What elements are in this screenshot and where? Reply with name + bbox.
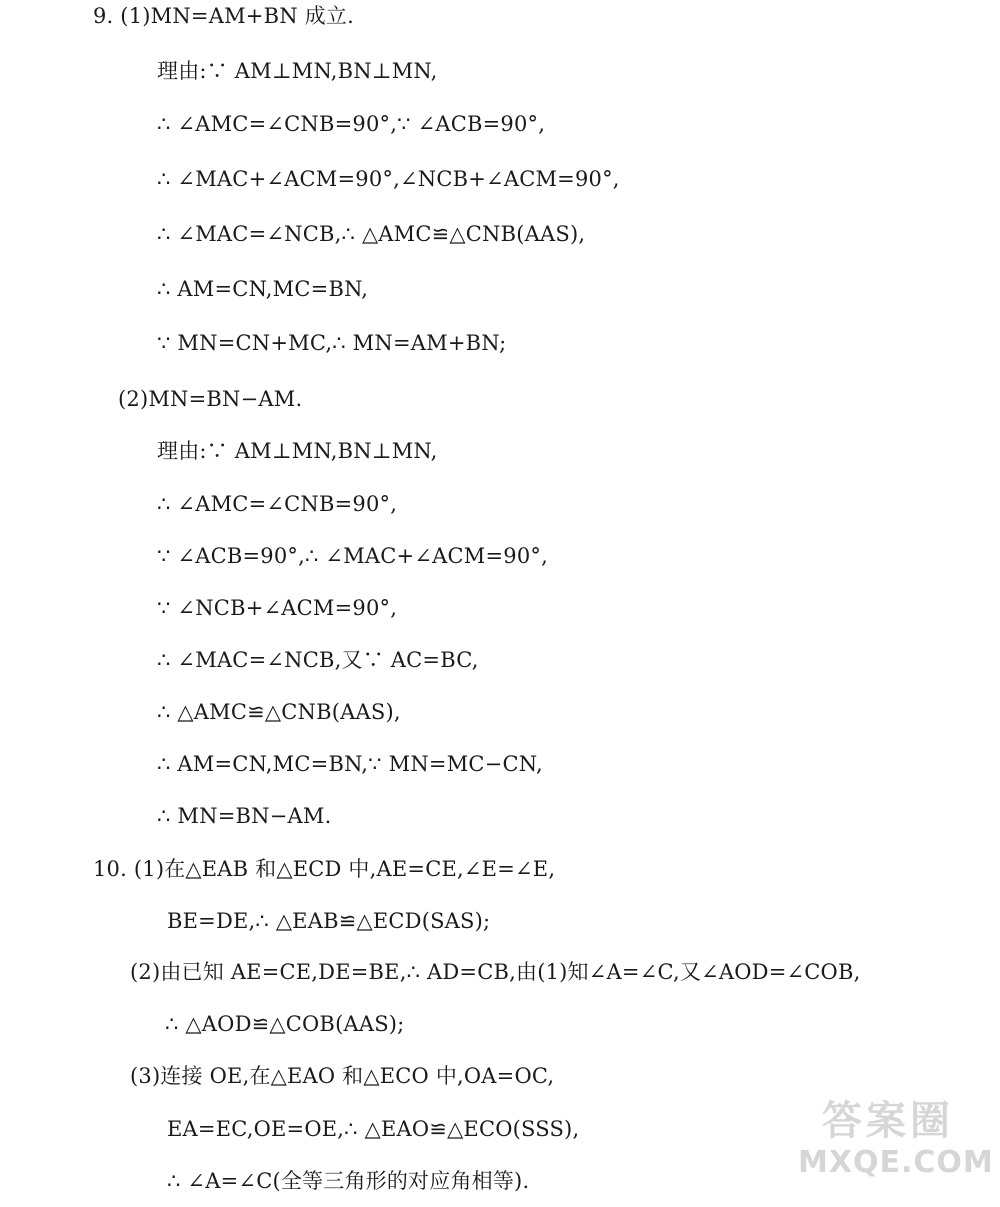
- problem9-part2-line-6: ∴ △AMC≌△CNB(AAS),: [157, 700, 401, 724]
- watermark-domain: MXQE.COM: [798, 1145, 994, 1180]
- problem9-part2-line-5: ∴ ∠MAC=∠NCB,又∵ AC=BC,: [157, 648, 479, 672]
- problem9-part1-line-2: ∴ ∠AMC=∠CNB=90°,∵ ∠ACB=90°,: [157, 112, 546, 136]
- problem9-part1-line-5: ∴ AM=CN,MC=BN,: [157, 277, 369, 301]
- problem9-part1-line-4: ∴ ∠MAC=∠NCB,∴ △AMC≌△CNB(AAS),: [157, 222, 586, 246]
- watermark-logo-text: 答案圈: [822, 1098, 954, 1144]
- problem9-part1-line-3: ∴ ∠MAC+∠ACM=90°,∠NCB+∠ACM=90°,: [157, 167, 620, 191]
- problem10-part2-heading: (2)由已知 AE=CE,DE=BE,∴ AD=CB,由(1)知∠A=∠C,又∠AOD=∠COB,: [130, 960, 861, 984]
- problem10-part1-heading: 10. (1)在△EAB 和△ECD 中,AE=CE,∠E=∠E,: [93, 857, 556, 881]
- site-watermark: [798, 1097, 994, 1193]
- problem9-part1-line-1: 理由:∵ AM⊥MN,BN⊥MN,: [157, 59, 438, 83]
- problem9-part2-line-3: ∵ ∠ACB=90°,∴ ∠MAC+∠ACM=90°,: [157, 544, 548, 568]
- problem9-part2-line-4: ∵ ∠NCB+∠ACM=90°,: [157, 596, 398, 620]
- problem9-part2-line-1: 理由:∵ AM⊥MN,BN⊥MN,: [157, 439, 438, 463]
- problem10-part3-heading: (3)连接 OE,在△EAO 和△ECO 中,OA=OC,: [130, 1064, 555, 1088]
- problem10-part1-line-1: BE=DE,∴ △EAB≌△ECD(SAS);: [167, 909, 491, 933]
- problem9-part2-line-8: ∴ MN=BN−AM.: [157, 804, 332, 828]
- problem9-part2-heading: (2)MN=BN−AM.: [118, 387, 303, 411]
- problem10-part3-line-2: ∴ ∠A=∠C(全等三角形的对应角相等).: [167, 1169, 530, 1193]
- problem10-part2-line-1: ∴ △AOD≌△COB(AAS);: [165, 1012, 405, 1036]
- problem9-part1-line-6: ∵ MN=CN+MC,∴ MN=AM+BN;: [157, 331, 507, 355]
- problem9-part2-line-2: ∴ ∠AMC=∠CNB=90°,: [157, 492, 398, 516]
- problem10-part3-line-1: EA=EC,OE=OE,∴ △EAO≌△ECO(SSS),: [167, 1117, 580, 1141]
- problem9-part1-heading: 9. (1)MN=AM+BN 成立.: [93, 4, 354, 28]
- problem9-part2-line-7: ∴ AM=CN,MC=BN,∵ MN=MC−CN,: [157, 752, 543, 776]
